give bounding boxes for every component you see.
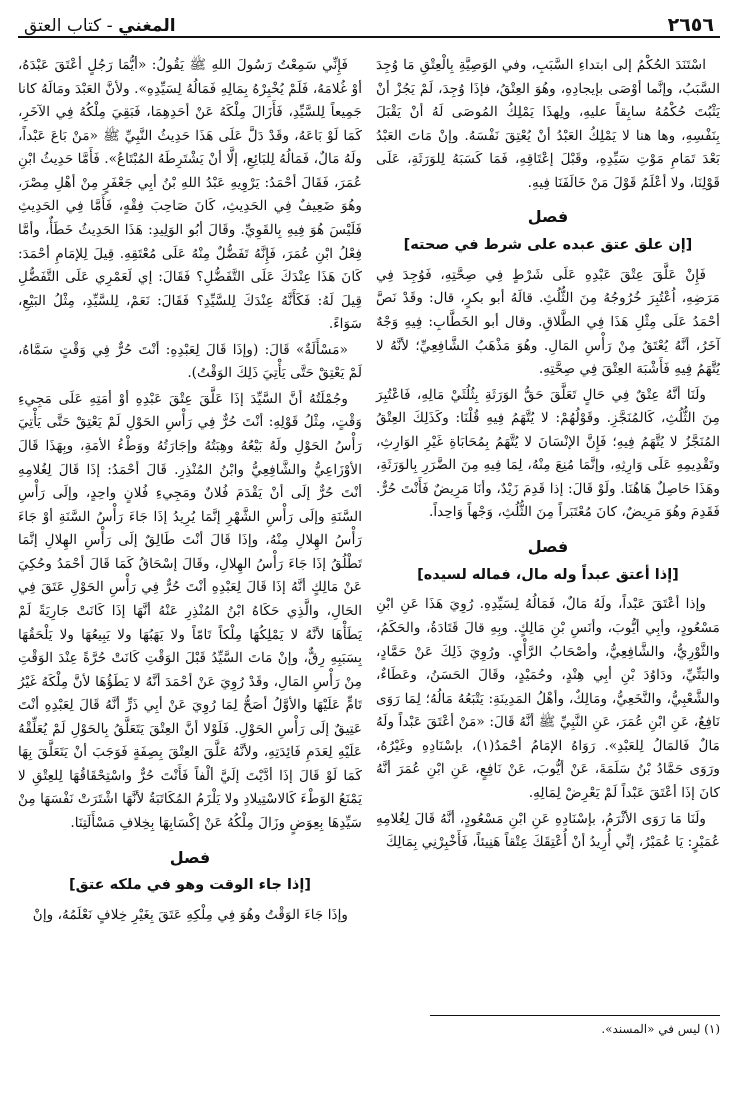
section-label: فصل bbox=[169, 847, 211, 867]
left-column bbox=[17, 54, 363, 924]
text-columns bbox=[17, 54, 720, 924]
section-label: فصل bbox=[527, 207, 569, 227]
running-title bbox=[24, 16, 176, 36]
page-number: ٢٦٥٦ bbox=[667, 14, 714, 36]
running-header bbox=[18, 8, 720, 38]
chapter-title: كتاب العتق bbox=[24, 16, 102, 36]
book-title: المغني bbox=[118, 16, 176, 36]
right-column bbox=[376, 54, 720, 874]
section-heading: [إذا أعتق عبداً وله مال، فماله لسيده] bbox=[417, 566, 679, 583]
section-heading: [إن علق عتق عبده على شرط في صحته] bbox=[403, 236, 693, 253]
paragraph: ولَنَا مَا رَوَى الأثْرَمُ، بإسْنَادِهِ عَنِ ابْنِ مَسْعُودٍ، أنَّهُ قَالَ لِغُلامِهِ عُمَيْرٍ: يَا عُمَيْرُ، إنِّي أُرِيدُ أنْ أُعْتِقَكَ عِتْقاً هَنِيئاً، فَأَخْبِرْنِي بِمَالِكَ bbox=[375, 810, 720, 851]
footnote: (١) ليس في «المسند». bbox=[601, 1022, 720, 1036]
paragraph: اسْتَنَدَ الحُكْمُ إلى ابتداءِ السَّبَبِ، وفي الوَصِيَّةِ بِالْعِتْقِ مَا وُجِدَ السَّبَبُ، وإنَّما أوْصَى بإيجادِهِ، وهُوَ العِتْقُ، فإذَا وُجِدَ، لَمْ يَجُزْ أنْ يَثْبُتَ حُكْمُهُ سابِقاً عليهِ، ولِهذَا يَمْلِكُ المُوصَى لَهُ أنْ يَقْبَلَ بِنَفْسِهِ، وها هنا لا يَمْلِكُ العَبْدُ أنْ يُعْتِقَ نَفْسَهُ. وإنْ مَاتَ العَبْدُ بَعْدَ تَمَامِ مَوْتِ سَيِّدِهِ، وقَبْلَ إعْتَاقِهِ، فَمَا كَسَبَهُ لِلوَرَثَةِ، عَلَى قَوْلِنَا، ولا أعْلَمُ قَوْلَ مَنْ خَالَفَنَا فِيهِ. bbox=[375, 57, 720, 191]
footnote-divider bbox=[430, 1015, 720, 1016]
title-separator: - bbox=[101, 16, 119, 36]
paragraph: وإذَا جَاءَ الوَقْتُ وهُوَ فِي مِلْكِهِ عَتَقَ بِغَيْرِ خِلافٍ نَعْلَمُهُ، وإنْ bbox=[32, 907, 349, 924]
paragraph: فَإِنْ عَلَّقَ عِتْقَ عَبْدِهِ عَلَى شَرْطٍ فِي صِحَّتِهِ، فَوُجِدَ فِي مَرَضِهِ، اُعْتُبِرَ خُرُوجُهُ مِنَ الثُّلُثِ. قالَهُ أبو بكرٍ، قال: وقَدْ نَصَّ أحْمَدُ عَلَى مِثْلِ هَذَا فِي الطَّلاقِ. وقال أبو الخَطَّابِ: فِيهِ وَجْهٌ آخَرُ، أنَّهُ يُعْتَقُ مِنْ رَأْسِ المَالِ. وهُوَ مَذْهَبُ الشَّافِعِيِّ؛ لأنَّهُ لا يُتَّهَمُ فِيهِ فَأَشْبَهَ العِتْقَ فِي صِحَّتِهِ. bbox=[375, 266, 720, 378]
paragraph: ولَنَا أنَّهُ عِتْقٌ فِي حَالٍ تَعَلَّقَ حَقُّ الوَرَثَةِ بِثُلُثَيْ مَالِهِ، فَاعْتُبِرَ مِنَ الثُّلُثِ، كَالمُنَجَّزِ. وقَوْلُهُمْ: لا يُتَّهَمُ فِيهِ قُلْنَا: وكَذَلِكَ العِتْقُ المُنَجَّزُ لا يُتَّهَمُ فِيهِ؛ فَإِنَّ الإنْسَانَ لا يُتَّهَمُ بِمُحَابَاةِ غَيْرِ الوَارِثِ، وتَقْدِيمِهِ عَلَى وَارِثِهِ، وإنَّمَا مُنِعَ مِنْهُ، لِمَا فِيهِ مِنَ الضَّرَرِ بِالوَرَثَةِ، وهَذَا حَاصِلٌ هَاهُنَا. ولَوْ قَالَ: إذا قَدِمَ زَيْدٌ، وأنَا مَرِيضٌ فَأَنْتَ حُرٌّ. فَقَدِمَ وهُوَ مَرِيضٌ، كانَ مُعْتَبَراً مِنَ الثُّلُثِ، وَجْهاً وَاحِداً. bbox=[375, 386, 720, 521]
paragraph: فَإِنِّي سَمِعْتُ رَسُولَ اللهِ ﷺ يَقُولُ: «أيُّمَا رَجُلٍ أعْتَقَ عَبْدَهُ، أوْ غُلامَهُ، فَلَمْ يُخْبِرْهُ بِمَالِهِ فَمَالُهُ لِسَيِّدِهِ». ولأنَّ العَبْدَ ومَالَهُ كانا جَمِيعاً لِلسَّيِّدِ، فَأَزَالَ مِلْكَهُ عَنْ أحَدِهِمَا، فَبَقِيَ مِلْكُهُ فِي الآخَرِ، كَمَا لَوْ بَاعَهُ، وقَدْ دَلَّ عَلَى هَذَا حَدِيثُ النَّبِيِّ ﷺ «مَنْ بَاعَ عَبْداً، ولَهُ مَالٌ، فَمَالُهُ لِلبَائِعِ، إلَّا أنْ يَشْتَرِطَهُ المُبْتَاعُ». فَأَمَّا حَدِيثُ ابْنِ عُمَرَ، فَقَالَ أحْمَدُ: يَرْوِيهِ عَبْدُ اللهِ بْنُ أبِي جَعْفَرٍ مِنْ أهْلِ مِصْرَ، وهُوَ ضَعِيفٌ فِي الحَدِيثِ، كَانَ صَاحِبَ فِقْهٍ، فَأَمَّا فِي الحَدِيثِ فَلَيْسَ هُوَ فِيهِ بِالقَوِيِّ. وقَالَ أبُو الوَلِيدِ: هَذَا الحَدِيثُ خَطَأٌ، وأمَّا فِعْلُ ابْنِ عُمَرَ، فَإِنَّهُ تَفَضُّلٌ مِنْهُ عَلَى مُعْتَقِهِ. قِيلَ لِلإمَامِ أحْمَدَ: كَانَ هَذَا عِنْدَكَ عَلَى التَّفَضُّلِ؟ فَقَالَ: إي لَعَمْرِي عَلَى التَّفَضُّلِ قِيلَ لَهُ: فَكَأَنَّهُ عِنْدَكَ لِلسَّيِّدِ؟ فَقَالَ: نَعَمْ، لِلسَّيِّدِ، مِثْلُ البَيْعِ، سَوَاءً. bbox=[17, 57, 363, 333]
paragraph: «مَسْأَلَةٌ» قَالَ: (وإذَا قَالَ لِعَبْدِهِ: أنْتَ حُرٌّ فِي وَقْتٍ سَمَّاهُ، لَمْ يَعْتِقْ حَتَّى يَأْتِيَ ذَلِكَ الوَقْتُ). bbox=[17, 341, 363, 382]
column-gap bbox=[362, 54, 376, 874]
section-heading: [إذا جاء الوقت وهو في ملكه عتق] bbox=[69, 877, 311, 894]
section-label: فصل bbox=[527, 537, 569, 557]
footnote-area bbox=[420, 1015, 720, 1036]
paragraph: وإذا أعْتَقَ عَبْداً، ولَهُ مَالٌ، فَمَالُهُ لِسَيِّدِهِ. رُوِيَ هَذَا عَنِ ابْنِ مَسْعُودٍ، وأبِي أيُّوبَ، وأنَسِ بْنِ مَالِكٍ. وبِهِ قالَ قَتَادَةُ، والحَكَمُ، والثَّوْرِيُّ، والشَّافِعِيُّ، وأصْحَابُ الرَّأْيِ. ورُوِيَ ذَلِكَ عَنْ حَمَّادٍ، والبَتِّيِّ، ودَاوُدَ بْنِ أبِي هِنْدٍ، وحُمَيْدٍ، وقَالَ الحَسَنُ، وعَطَاءٌ، والشَّعْبِيُّ، والنَّخَعِيُّ، ومَالِكٌ، وأهْلُ المَدِينَةِ: يَتْبَعُهُ مَالُهُ؛ لِمَا رَوَى نَافِعٌ، عَنِ ابْنِ عُمَرَ، عَنِ النَّبِيِّ ﷺ أنَّهُ قَالَ: «مَنْ أعْتَقَ عَبْداً ولَهُ مَالٌ فَالمَالُ لِلعَبْدِ». رَوَاهُ الإمَامُ أحْمَدُ(١)، بإسْنَادِهِ وغَيْرُهُ، ورَوَى حَمَّادُ بْنُ سَلَمَةَ، عَنْ أيُّوبَ، عَنْ نَافِعٍ، عَنِ ابْنِ عُمَرَ أنَّهُ كانَ إذَا أعْتَقَ عَبْداً لَمْ يَعْرِضْ لِمَالِهِ. bbox=[375, 596, 720, 801]
paragraph: وجُمْلَتُهُ أنَّ السَّيِّدَ إذَا عَلَّقَ عِتْقَ عَبْدِهِ أوْ أمَتِهِ عَلَى مَجِيءِ وَقْتٍ، مِثْلُ قَوْلِهِ: أنْتَ حُرٌّ فِي رَأْسِ الحَوْلِ لَمْ يَعْتِقْ حَتَّى يَأْتِيَ رَأْسُ الحَوْلِ ولَهُ بَيْعُهُ وهِبَتُهُ وإجَارَتُهُ ووَطْءُ الأمَةِ، وبِهَذَا قَالَ الأوْزَاعِيُّ والشَّافِعِيُّ وابْنُ المُنْذِرِ. قَالَ أحْمَدُ: إذَا قَالَ لِغُلامِهِ أنْتَ حُرٌّ إلَى أنْ يَقْدَمَ فُلانٌ ومَجِيءِ فُلانٍ واحِدٍ، وإلَى رَأْسِ السَّنَةِ وإلَى رَأْسِ الشَّهْرِ إنَّمَا يُرِيدُ إذَا جَاءَ رَأْسُ السَّنَةِ أوْ جَاءَ رَأْسُ الهِلالِ مِنْهُ، وإذَا قَالَ أنْتَ طَالِقٌ إلَى رَأْسِ الهِلالِ إنَّمَا تَطْلُقُ إذَا جَاءَ رَأْسُ الهِلالِ، وقَالَ إسْحَاقُ كَمَا قَالَ أحْمَدُ وحُكِيَ عَنْ مَالِكٍ أنَّهُ إذَا قَالَ لِعَبْدِهِ أنْتَ حُرٌّ فِي رَأْسِ الحَوْلِ عَتَقَ فِي الحَالِ، والَّذِي حَكَاهُ ابْنُ المُنْذِرِ عَنْهُ أنَّهَا إذَا كَانَتْ جَارِيَةً لَمْ يَطَأْهَا لأنَّهُ لا يَمْلِكُهَا مِلْكاً تَامّاً ولا يَهَبُهَا ولا يَبِيعُهَا ولا يَلْحَقُهَا بِسَبَبِهِ رِقٌّ، وإنْ مَاتَ السَّيِّدُ قَبْلَ الوَقْتِ كَانَتْ حُرَّةً عِنْدَ الوَقْتِ مِنْ رَأْسِ المَالِ، وقَدْ رُوِيَ عَنْ أحْمَدَ أنَّهُ لا يَطَؤُهَا لأنَّ مِلْكَهُ غَيْرُ تَامٍّ عَلَيْهَا والأوَّلُ أصَحُّ لِمَا رُوِيَ عَنْ أبِي ذَرٍّ أنَّهُ قَالَ لِعَبْدِهِ أنْتَ عَتِيقٌ إلَى رَأْسِ الحَوْلِ. فَلَوْلا أنَّ العِتْقَ يَتَعَلَّقُ بِالحَوْلِ لَمْ يُعَلِّقْهُ عَلَيْهِ لِعَدَمِ فَائِدَتِهِ، ولأنَّهُ عَلَّقَ العِتْقَ بِصِفَةٍ فَوَجَبَ أنْ يَتَعَلَّقَ بِهَا كَمَا لَوْ قَالَ إذَا أدَّيْتَ إلَيَّ ألْفاً فَأَنْتَ حُرٌّ واسْتِحْقَاقُهَا لِلعِتْقِ لا يَمْنَعُ الوَطْءَ كَالاسْتِيلادِ ولا يَلْزَمُ المُكَاتَبَةُ لأنَّهَا اشْتَرَتْ نَفْسَهَا مِنْ سَيِّدِهَا بِعِوَضٍ وزَالَ مِلْكُهُ عَنْ إكْسَابِهَا بِخِلافِ مَسْأَلَتِنَا. bbox=[17, 390, 363, 831]
